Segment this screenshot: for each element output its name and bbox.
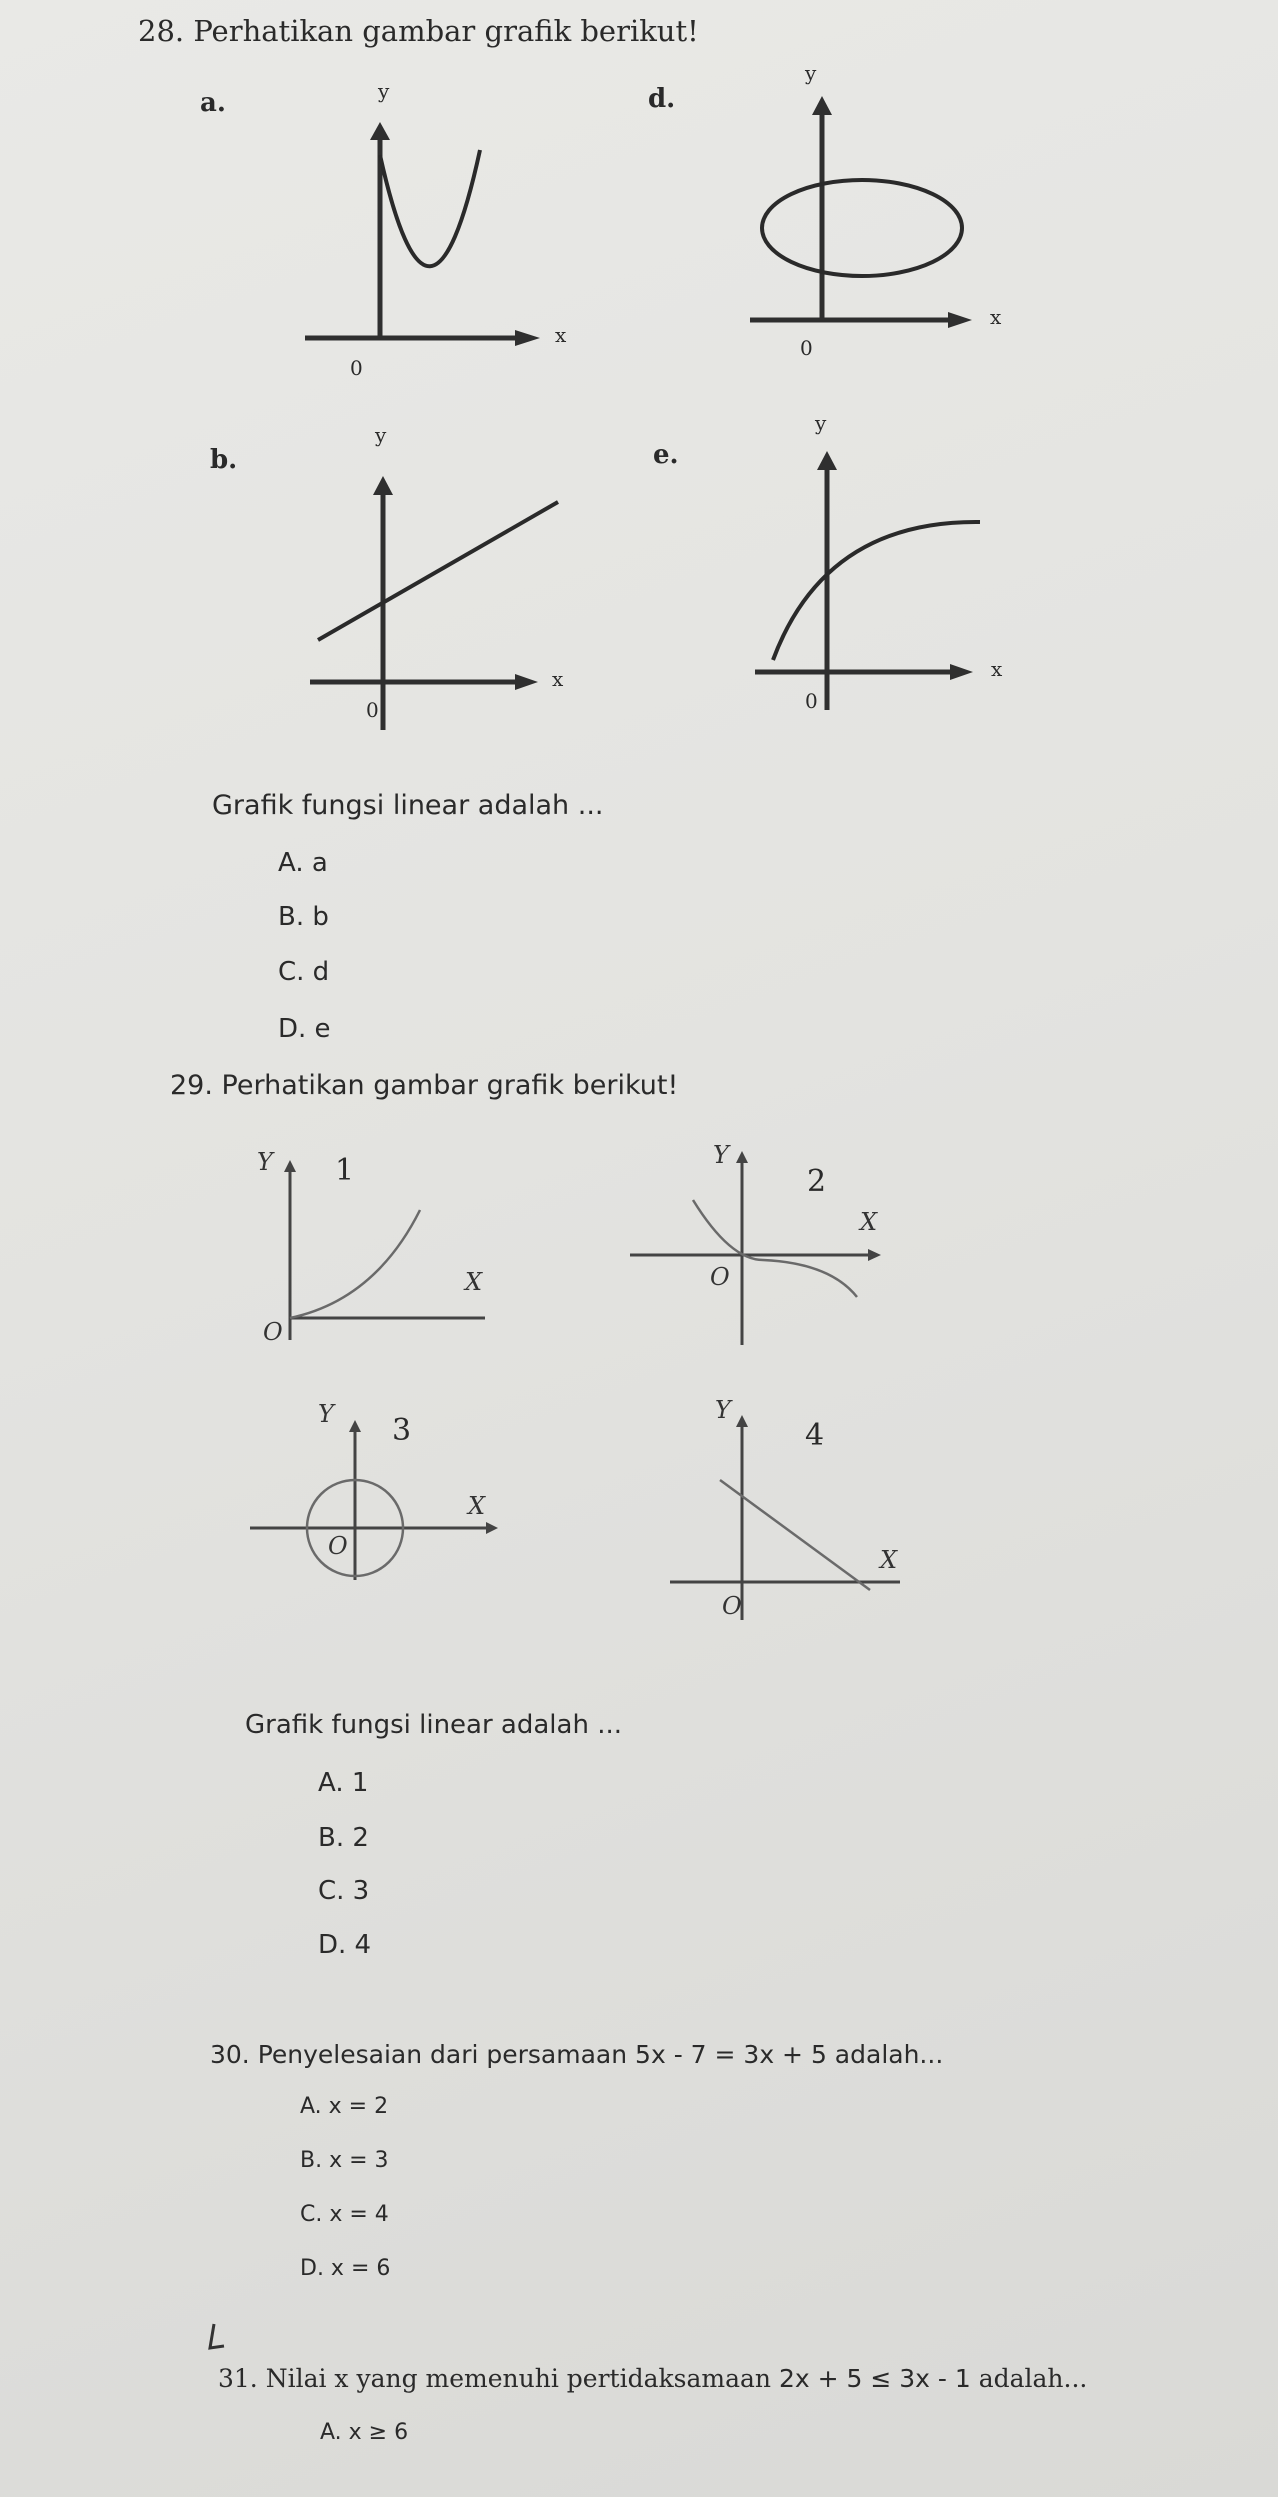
q29-graph-2-origin: O (710, 1263, 730, 1291)
q28-graph-d-x-label: x (990, 305, 1002, 329)
q31-inequality: 2x + 5 ≤ 3x - 1 (778, 2364, 971, 2393)
q28-graph-d-origin: 0 (800, 336, 813, 360)
q31-title-suffix: adalah... (970, 2364, 1088, 2393)
q29-graph-4-origin: O (722, 1592, 742, 1620)
q29-graph-1-number: 1 (335, 1153, 355, 1188)
q28-graph-b-x-label: x (552, 667, 564, 691)
q30-option-d[interactable]: D. x = 6 (300, 2256, 391, 2281)
q28-graph-d (740, 60, 1040, 370)
q29-graph-4 (660, 1390, 940, 1620)
q29-graph-1 (255, 1140, 515, 1370)
q30-option-c[interactable]: C. x = 4 (300, 2202, 389, 2227)
q28-option-a[interactable]: A. a (278, 848, 328, 878)
q28-graph-e-x-label: x (991, 657, 1003, 681)
q28-title: 28. Perhatikan gambar grafik berikut! (138, 14, 699, 48)
q29-graph-2-number: 2 (807, 1164, 827, 1199)
q28-option-b[interactable]: B. b (278, 902, 329, 932)
q29-option-c[interactable]: C. 3 (318, 1876, 370, 1906)
q29-graph-2-y-label: Y (713, 1141, 729, 1169)
q28-graph-a-x-label: x (555, 323, 567, 347)
q28-graph-a-y-label: y (378, 79, 390, 103)
q28-graph-e-origin: 0 (805, 689, 818, 713)
q28-question: Grafik fungsi linear adalah ... (212, 790, 604, 821)
q29-question: Grafik fungsi linear adalah ... (245, 1710, 622, 1740)
q29-graph-3-origin: O (328, 1532, 348, 1560)
q31-title-prefix: 31. Nilai x yang memenuhi pertidaksamaan (218, 2364, 779, 2393)
q28-graph-d-y-label: y (805, 61, 817, 85)
q29-option-a[interactable]: A. 1 (318, 1768, 369, 1798)
q28-graph-a-label: a. (200, 88, 226, 118)
q29-option-d[interactable]: D. 4 (318, 1930, 372, 1960)
q29-title: 29. Perhatikan gambar grafik berikut! (170, 1070, 679, 1101)
q30-option-b[interactable]: B. x = 3 (300, 2148, 389, 2173)
pen-mark (200, 2320, 240, 2360)
q28-graph-b (300, 420, 600, 730)
q29-graph-2-x-label: X (860, 1208, 878, 1236)
q28-graph-b-origin: 0 (366, 698, 379, 722)
q29-graph-3 (240, 1390, 520, 1620)
q29-graph-2 (625, 1135, 885, 1365)
q30-option-a[interactable]: A. x = 2 (300, 2094, 389, 2119)
q28-graph-e-y-label: y (815, 411, 827, 435)
q31-option-a[interactable]: A. x ≥ 6 (320, 2420, 409, 2445)
q29-graph-1-origin: O (263, 1318, 283, 1346)
q30-equation: 5x - 7 = 3x + 5 (635, 2040, 827, 2069)
q28-option-d[interactable]: D. e (278, 1014, 331, 1044)
q29-graph-3-x-label: X (468, 1492, 486, 1520)
q28-option-c[interactable]: C. d (278, 957, 330, 987)
q31-title (218, 2364, 1087, 2393)
q28-graph-b-y-label: y (375, 423, 387, 447)
q28-graph-e-label: e. (653, 440, 679, 470)
q29-option-b[interactable]: B. 2 (318, 1823, 369, 1853)
q28-graph-a (290, 60, 590, 380)
q28-graph-a-origin: 0 (350, 356, 363, 380)
q29-graph-4-number: 4 (805, 1418, 825, 1453)
q29-graph-4-y-label: Y (715, 1396, 731, 1424)
q29-graph-4-x-label: X (880, 1546, 898, 1574)
q28-graph-b-label: b. (210, 445, 238, 475)
q29-graph-3-y-label: Y (318, 1400, 334, 1428)
q29-graph-3-number: 3 (392, 1413, 412, 1448)
q30-title (210, 2040, 943, 2069)
q29-graph-1-y-label: Y (257, 1148, 273, 1176)
q29-graph-1-x-label: X (465, 1268, 483, 1296)
q30-title-prefix: 30. Penyelesaian dari persamaan (210, 2040, 636, 2069)
q30-title-suffix: adalah... (826, 2040, 944, 2069)
q28-graph-d-label: d. (648, 84, 676, 114)
q28-graph-e (745, 410, 1045, 720)
